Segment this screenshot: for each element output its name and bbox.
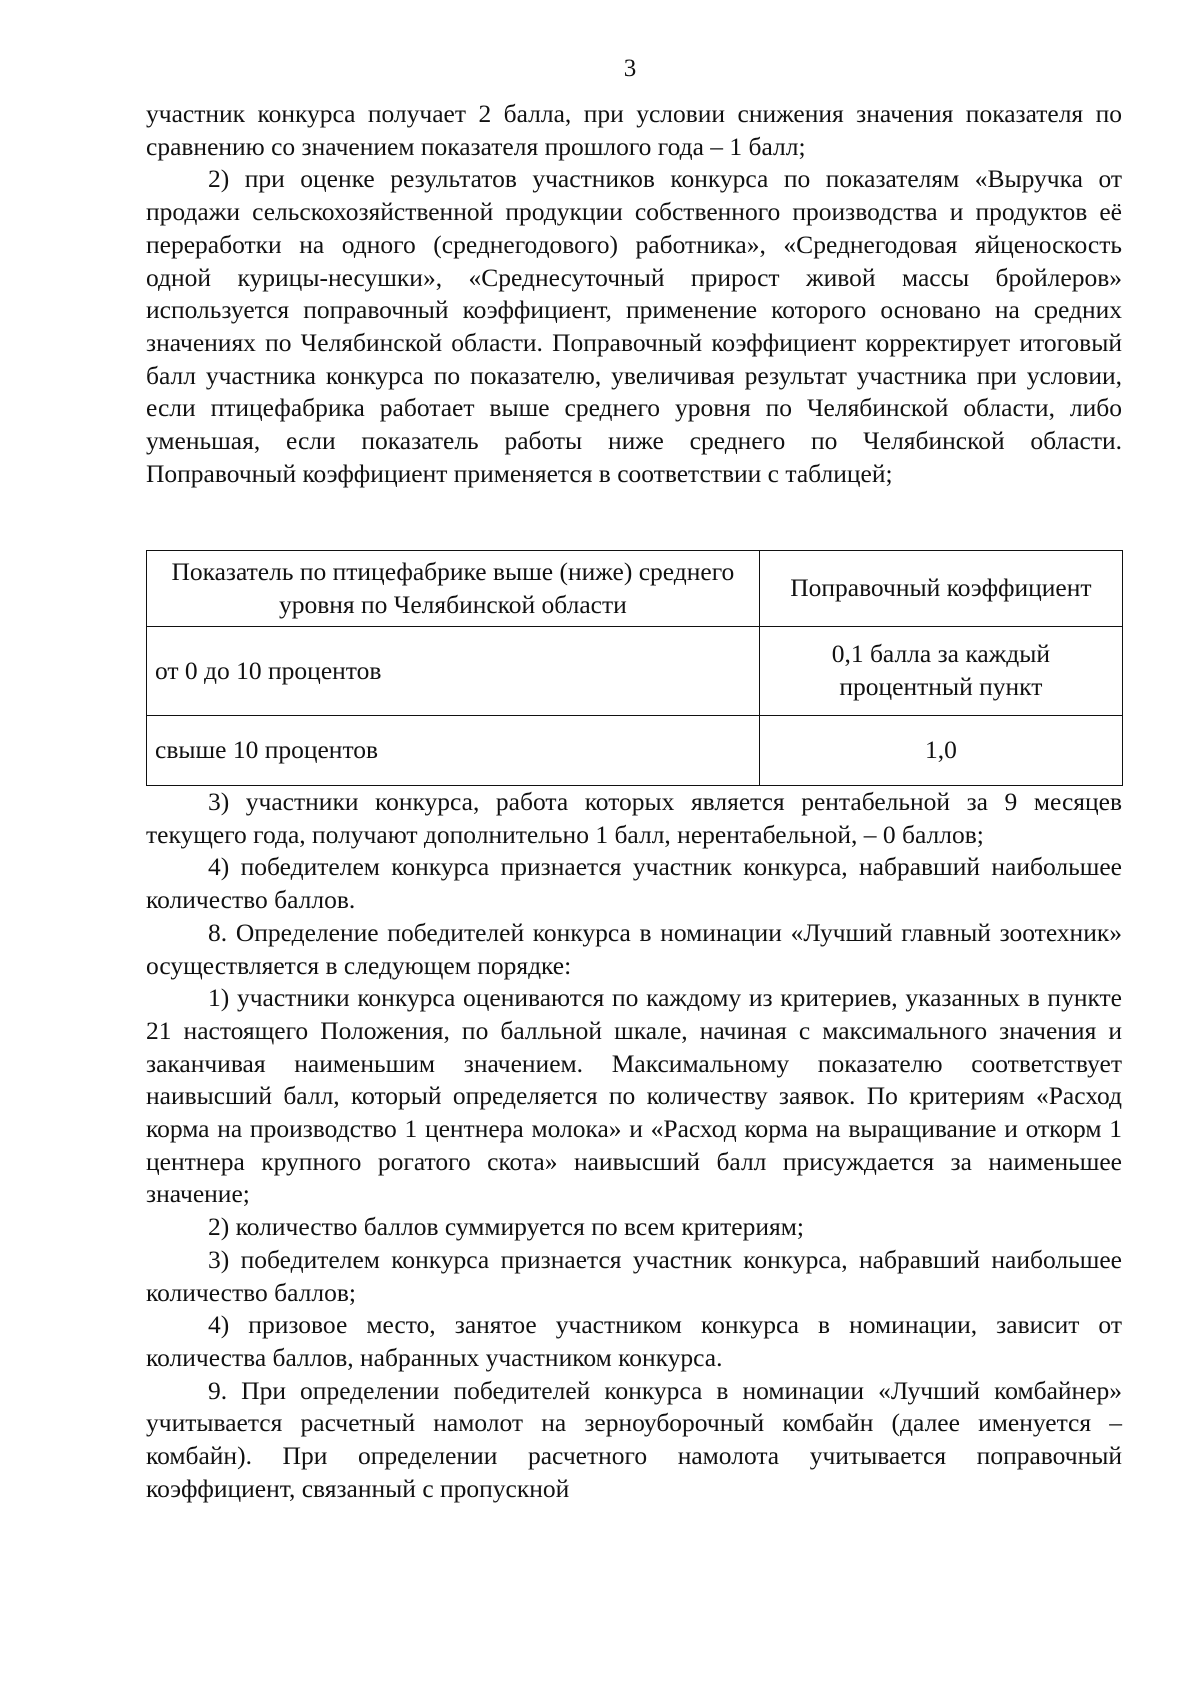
table-header-indicator: Показатель по птицефабрике выше (ниже) среднего уровня по Челябинской области	[147, 551, 760, 627]
correction-coefficient-table	[146, 550, 1123, 786]
paragraph-item-2: 2) при оценке результатов участников конкурса по показателям «Выручка от продажи сельскохозяйственной продукции собственного производства и продуктов её переработки на одного (среднегодового) работника», «Среднегодовая яйценоскость одной курицы-несушки», «Среднесуточный прирост живой массы бройлеров» используется поправочный коэффициент, применение которого основано на средних значениях по Челябинской области. Поправочный коэффициент корректирует итоговый балл участника конкурса по показателю, увеличивая результат участника при условии, если птицефабрика работает выше среднего уровня по Челябинской области, либо уменьшая, если показатель работы ниже среднего по Челябинской области. Поправочный коэффициент применяется в соответствии с таблицей;	[146, 164, 1122, 488]
table-cell-coefficient: 0,1 балла за каждый процентный пункт	[759, 627, 1122, 716]
paragraph-section-8: 8. Определение победителей конкурса в номинации «Лучший главный зоотехник» осуществляется в следующем порядке:	[146, 917, 1122, 980]
table-cell-range: от 0 до 10 процентов	[147, 627, 760, 716]
paragraph-section-8-item-4: 4) призовое место, занятое участником конкурса в номинации, зависит от количества баллов, набранных участником конкурса.	[146, 1310, 1122, 1372]
paragraph-item-4: 4) победителем конкурса признается участник конкурса, набравший наибольшее количество баллов.	[146, 852, 1122, 915]
page-number: 3	[623, 55, 637, 82]
table-row	[147, 627, 1123, 716]
paragraph-item-3: 3) участники конкурса, работа которых является рентабельной за 9 месяцев текущего года, получают дополнительно 1 балл, нерентабельной, – 0 баллов;	[146, 787, 1122, 849]
table-cell-coefficient: 1,0	[759, 716, 1122, 786]
paragraph-section-8-item-2: 2) количество баллов суммируется по всем критериям;	[208, 1212, 804, 1242]
table-header-coefficient: Поправочный коэффициент	[759, 551, 1122, 627]
text-block-top	[146, 98, 1122, 490]
paragraph-section-9: 9. При определении победителей конкурса в номинации «Лучший комбайнер» учитывается расчетный намолот на зерноуборочный комбайн (далее именуется – комбайн). При определении расчетного намолота учитывается поправочный коэффициент, связанный с пропускной	[146, 1375, 1122, 1503]
table-row	[147, 716, 1123, 786]
paragraph-section-8-item-3: 3) победителем конкурса признается участник конкурса, набравший наибольшее количество баллов;	[146, 1244, 1122, 1307]
paragraph-section-8-item-1: 1) участники конкурса оцениваются по каждому из критериев, указанных в пункте 21 настоящего Положения, по балльной шкале, начиная с максимального значения и заканчивая наименьшим значением. Максимальному показателю соответствует наивысший балл, который определяется по количеству заявок. По критериям «Расход корма на производство 1 центнера молока» и «Расход корма на выращивание и откорм 1 центнера крупного рогатого скота» наивысший балл присуждается за наименьшее значение;	[146, 983, 1122, 1209]
text-block-bottom	[146, 786, 1122, 1505]
table-cell-range: свыше 10 процентов	[147, 716, 760, 786]
table-header-row	[147, 551, 1123, 627]
paragraph-continuation: участник конкурса получает 2 балла, при условии снижения значения показателя по сравнению со значением показателя прошлого года – 1 балл;	[146, 99, 1122, 161]
